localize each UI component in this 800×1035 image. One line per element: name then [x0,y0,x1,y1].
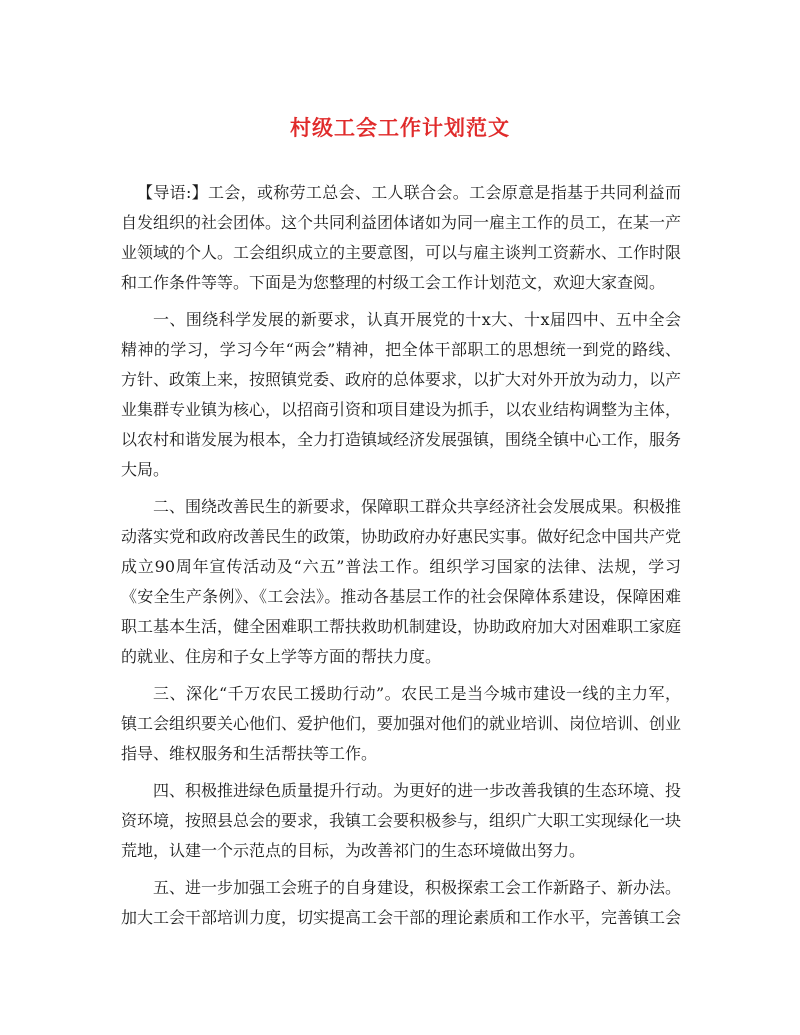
paragraph-1: 一、围绕科学发展的新要求，认真开展党的十x大、十x届四中、五中全会精神的学习，学习今年“两会”精神，把全体干部职工的思想统一到党的路线、方针、政策上来，按照镇党委、政府的总体要求，以扩大对外开放为动力，以产业集群专业镇为核心，以招商引资和项目建设为抓手，以农业结构调整为主体，以农村和谐发展为根本，全力打造镇域经济发展强镇，围绕全镇中心工作，服务大局。 [121,310,682,479]
paragraph-3: 三、深化“千万农民工援助行动”。农民工是当今城市建设一线的主力军，镇工会组织要关心他们、爱护他们，要加强对他们的就业培训、岗位培训、创业指导、维权服务和生活帮扶等工作。 [121,684,682,763]
paragraph-2: 二、围绕改善民生的新要求，保障职工群众共享经济社会发展成果。积极推动落实党和政府改善民生的政策，协助政府办好惠民实事。做好纪念中国共产党成立90周年宣传活动及“六五”普法工作。组织学习国家的法律、法规，学习《安全生产条例》、《工会法》。推动各基层工作的社会保障体系建设，保障困难职工基本生活，健全困难职工帮扶救助机制建设，协助政府加大对困难职工家庭的就业、住房和子女上学等方面的帮扶力度。 [121,497,682,666]
document-title: 村级工会工作计划范文 [290,115,510,140]
paragraph-4: 四、积极推进绿色质量提升行动。为更好的进一步改善我镇的生态环境、投资环境，按照县总会的要求，我镇工会要积极参与，组织广大职工实现绿化一块荒地，认建一个示范点的目标，为改善祁门的生态环境做出努力。 [121,781,682,860]
document-body [121,178,681,940]
paragraph-5: 五、进一步加强工会班子的自身建设，积极探索工会工作新路子、新办法。加大工会干部培训力度，切实提高工会干部的理论素质和工作水平，完善镇工会 [121,878,682,927]
intro-paragraph: 【导语:】工会，或称劳工总会、工人联合会。工会原意是指基于共同利益而自发组织的社会团体。这个共同利益团体诸如为同一雇主工作的员工，在某一产业领域的个人。工会组织成立的主要意图，可以与雇主谈判工资薪水、工作时限和工作条件等等。下面是为您整理的村级工会工作计划范文，欢迎大家查阅。 [121,183,682,292]
